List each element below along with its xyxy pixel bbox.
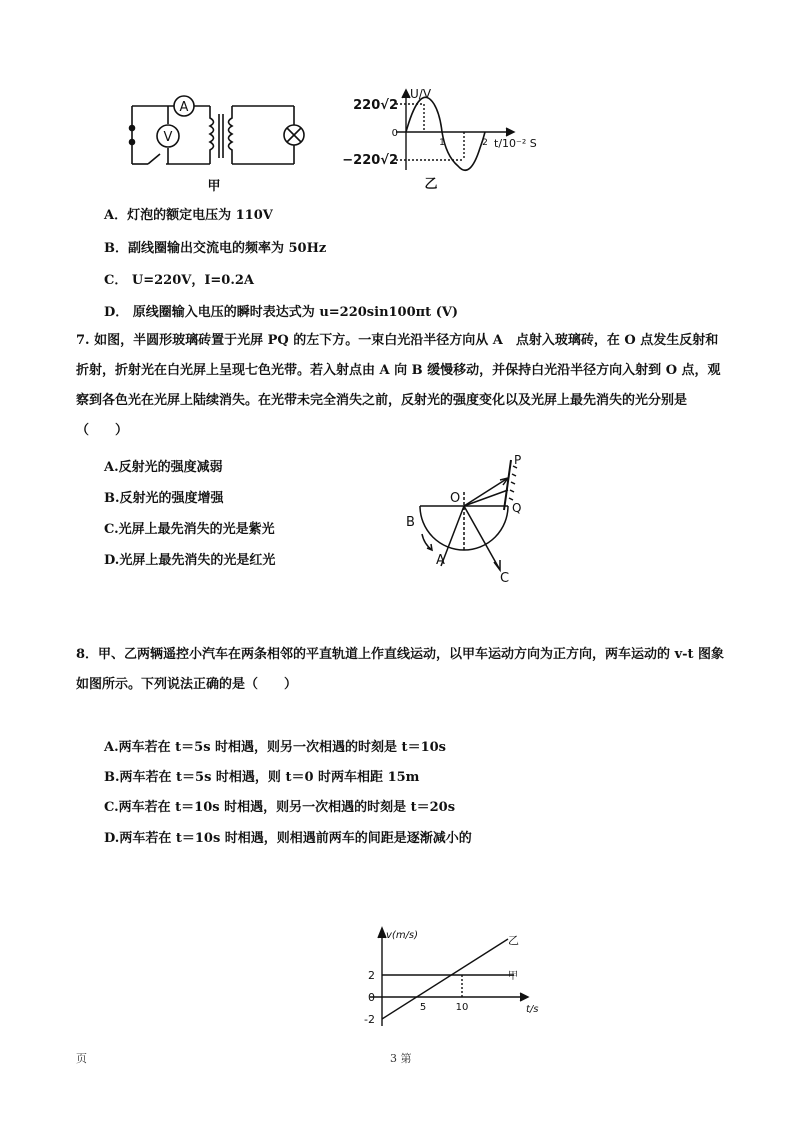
graph-x-axis-label: t/10⁻² S <box>494 137 537 150</box>
q7-label-q: Q <box>512 501 522 515</box>
q8-x-tick-5: 5 <box>419 1002 427 1013</box>
q6-circuit-figure <box>118 92 318 192</box>
graph-peak-pos: 220√2 <box>353 98 398 113</box>
q8-option-a: A.两车若在 t＝5s 时相遇，则另一次相遇的时刻是 t＝10s <box>104 740 446 755</box>
q8-line-yi-label: 乙 <box>508 934 519 947</box>
graph-peak-neg: −220√2 <box>342 153 398 168</box>
q8-y-axis-label: v(m/s) <box>386 930 419 941</box>
q8-line-jia-label: 甲 <box>508 971 518 982</box>
q8-option-c: C.两车若在 t＝10s 时相遇，则另一次相遇的时刻是 t＝20s <box>104 800 456 815</box>
q7-label-a: A <box>436 553 445 568</box>
q6-option-d: D． 原线圈输入电压的瞬时表达式为 u=220sin100πt (V) <box>104 305 459 320</box>
q7-label-c: C <box>500 571 510 586</box>
q7-label-p: P <box>514 453 522 467</box>
q7-option-b: B.反射光的强度增强 <box>104 491 224 506</box>
q8-y-tick-0: 0 <box>368 991 375 1004</box>
q7-option-c: C.光屏上最先消失的光是紫光 <box>104 522 275 537</box>
graph-tick-1: 1 <box>439 138 445 148</box>
footer-page-number: 3 第 <box>390 1052 412 1065</box>
q8-y-tick-neg2: -2 <box>364 1013 375 1026</box>
q8-vt-graph <box>350 922 550 1034</box>
q8-y-tick-2: 2 <box>368 969 375 982</box>
q6-voltage-graph <box>336 82 546 194</box>
q7-optics-figure <box>396 452 546 587</box>
q8-x-tick-10: 10 <box>455 1002 469 1013</box>
q7-label-o: O <box>450 491 461 506</box>
ammeter-label: A <box>179 100 189 115</box>
q6-option-c: C． U=220V，I=0.2A <box>104 273 255 288</box>
q6-option-a: A．灯泡的额定电压为 110V <box>104 208 273 223</box>
q6-option-b: B．副线圈输出交流电的频率为 50Hz <box>104 241 327 256</box>
fig-yi-label: 乙 <box>424 177 438 192</box>
q7-label-b: B <box>406 515 415 530</box>
q7-stem: 7. 如图，半圆形玻璃砖置于光屏 PQ 的左下方。一束白光沿半径方向从 A 点射入玻璃砖，在 O 点发生反射和折射，折射光在白光屏上呈现七色光带。若入射点由 A 向 B 缓慢移动，并保持白光沿半径方向入射到 O 点，观察到各色光在光屏上陆续消失。在光带未完全消失之前，反射光的强度变化以及光屏上最先消失的光分别是 （ ） <box>76 333 721 438</box>
graph-y-axis-label: U/V <box>410 87 432 101</box>
footer-left: 页 <box>76 1052 87 1065</box>
voltmeter-label: V <box>163 130 173 145</box>
q7-option-a: A.反射光的强度减弱 <box>104 460 223 475</box>
graph-origin: 0 <box>391 128 398 139</box>
q8-x-axis-label: t/s <box>526 1004 539 1015</box>
fig-jia-label: 甲 <box>207 179 221 192</box>
graph-tick-2: 2 <box>482 138 488 148</box>
q8-option-d: D.两车若在 t＝10s 时相遇，则相遇前两车的间距是逐渐减小的 <box>104 831 472 846</box>
q7-option-d: D.光屏上最先消失的光是红光 <box>104 553 276 568</box>
q8-option-b: B.两车若在 t＝5s 时相遇，则 t＝0 时两车相距 15m <box>104 770 420 785</box>
q8-stem: 8．甲、乙两辆遥控小汽车在两条相邻的平直轨道上作直线运动，以甲车运动方向为正方向，两车运动的 v-t 图象如图所示。下列说法正确的是（ ） <box>76 647 725 692</box>
